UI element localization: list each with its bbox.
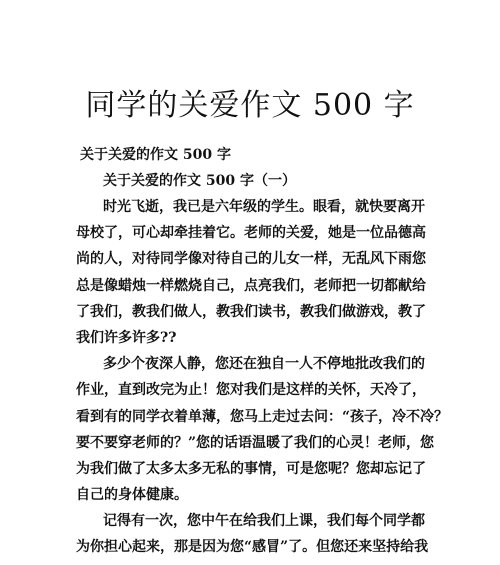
text-line: 为我们做了太多太多无私的事情，可是您呢？您却忘记了 bbox=[76, 460, 426, 477]
essay-body bbox=[76, 194, 449, 561]
text-line: 尚的人，对待同学像对待自己的儿女一样，无乱风下雨您 bbox=[76, 251, 426, 268]
text-line: 为你担心起来，那是因为您“感冒”了。但您还来坚持给我 bbox=[76, 539, 429, 556]
essay-subheading: 关于关爱的作文 500 字（一） bbox=[103, 173, 296, 189]
section-heading: 关于关爱的作文 500 字 bbox=[80, 147, 231, 163]
text-line: 总是像蜡烛一样燃烧自己，点亮我们，老师把一切都献给 bbox=[76, 277, 426, 294]
document-title: 同学的关爱作文 500 字 bbox=[85, 88, 415, 123]
text-line: 要不要穿老师的？”您的话语温暖了我们的心灵！老师，您 bbox=[76, 434, 435, 451]
text-line: 作业，直到改完为止！您对我们是这样的关怀，天冷了， bbox=[76, 382, 426, 399]
text-line: 自己的身体健康。 bbox=[76, 487, 188, 504]
text-line: 了我们，教我们做人，教我们读书，教我们做游戏，教了 bbox=[76, 303, 426, 320]
text-line: 记得有一次，您中午在给我们上课，我们每个同学都 bbox=[103, 513, 425, 530]
text-line: 时光飞逝，我已是六年级的学生。眼看，就快要离开 bbox=[103, 199, 425, 215]
text-line: 多少个夜深人静，您还在独自一人不停地批改我们的 bbox=[103, 356, 425, 373]
text-line: 母校了，可心却牵挂着它。老师的关爱，她是一位品德高 bbox=[76, 225, 426, 242]
text-line: 我们许多许多?? bbox=[76, 329, 177, 346]
text-line: 看到有的同学衣着单薄，您马上走过去问：“孩子，冷不冷？ bbox=[76, 408, 449, 425]
